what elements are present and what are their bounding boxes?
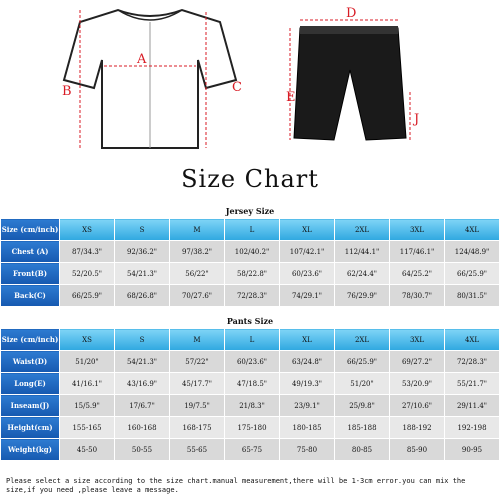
table-cell: 168-175 [170,417,225,439]
table-row [1,241,500,263]
table-cell: 19/7.5" [170,395,225,417]
table-header-cell: S [115,329,170,351]
table-cell: 155-165 [60,417,115,439]
table-header-cell: XL [280,329,335,351]
size-chart-title: Size Chart [181,165,319,193]
table-cell: 70/27.6" [170,285,225,307]
table-cell: 180-185 [280,417,335,439]
table-cell: 51/20" [60,351,115,373]
table-cell: 58/22.8" [225,263,280,285]
table-cell: 15/5.9" [60,395,115,417]
table-header-cell: Size (cm/inch) [1,329,60,351]
table-row [1,417,500,439]
table-row [1,285,500,307]
table-cell: 53/20.9" [390,373,445,395]
row-label: Long(E) [1,373,60,395]
table-row [1,263,500,285]
table-header-cell: Size (cm/inch) [1,219,60,241]
table-header-cell: S [115,219,170,241]
table-cell: 50-55 [115,439,170,461]
table-row [1,395,500,417]
table-cell: 55-65 [170,439,225,461]
table-cell: 107/42.1" [280,241,335,263]
table-cell: 69/27.2" [390,351,445,373]
table-header-cell: M [170,329,225,351]
table-cell: 51/20" [335,373,390,395]
shorts-shape [294,28,406,140]
table-cell: 23/9.1" [280,395,335,417]
table-cell: 43/16.9" [115,373,170,395]
table-cell: 25/9.8" [335,395,390,417]
table-row [1,373,500,395]
table-cell: 63/24.8" [280,351,335,373]
pants-section-label: Pants Size [226,316,274,326]
table-cell: 112/44.1" [335,241,390,263]
row-label: Chest (A) [1,241,60,263]
table-cell: 175-180 [225,417,280,439]
jersey-header-row [1,219,500,241]
table-cell: 160-168 [115,417,170,439]
table-cell: 68/26.8" [115,285,170,307]
table-cell: 185-188 [335,417,390,439]
table-cell: 41/16.1" [60,373,115,395]
table-cell: 55/21.7" [445,373,500,395]
pants-header-row [1,329,500,351]
table-cell: 74/29.1" [280,285,335,307]
table-cell: 27/10.6" [390,395,445,417]
table-cell: 75-80 [280,439,335,461]
table-cell: 60/23.6" [225,351,280,373]
table-header-cell: XS [60,329,115,351]
table-cell: 92/36.2" [115,241,170,263]
table-cell: 124/48.9" [445,241,500,263]
label-e: E [286,90,296,105]
label-d: D [346,6,357,21]
row-label: Height(cm) [1,417,60,439]
table-cell: 66/25.9" [445,263,500,285]
table-header-cell: 2XL [335,329,390,351]
measurement-illustration [0,0,500,160]
label-a: A [137,52,147,67]
table-header-cell: 3XL [390,219,445,241]
table-cell: 72/28.3" [445,351,500,373]
table-header-cell: L [225,219,280,241]
label-b: B [62,84,72,99]
table-cell: 64/25.2" [390,263,445,285]
table-header-cell: 2XL [335,219,390,241]
row-label: Waist(D) [1,351,60,373]
table-cell: 66/25.9" [60,285,115,307]
table-cell: 90-95 [445,439,500,461]
row-label: Weight(kg) [1,439,60,461]
table-cell: 56/22" [170,263,225,285]
table-cell: 65-75 [225,439,280,461]
size-note: Please select a size according to the size chart.manual measurement,there will be 1-3cm error.you can mix the size,if you need ,please leave a message. [6,477,466,494]
table-cell: 76/29.9" [335,285,390,307]
table-cell: 45-50 [60,439,115,461]
table-cell: 117/46.1" [390,241,445,263]
pants-size-table [0,328,500,461]
table-cell: 57/22" [170,351,225,373]
row-label: Front(B) [1,263,60,285]
table-row [1,439,500,461]
jersey-section-label: Jersey Size [225,206,275,216]
row-label: Inseam(J) [1,395,60,417]
row-label: Back(C) [1,285,60,307]
table-cell: 54/21.3" [115,351,170,373]
table-cell: 17/6.7" [115,395,170,417]
table-cell: 29/11.4" [445,395,500,417]
table-cell: 192-198 [445,417,500,439]
table-cell: 102/40.2" [225,241,280,263]
table-header-cell: XL [280,219,335,241]
table-cell: 21/8.3" [225,395,280,417]
table-header-cell: 4XL [445,329,500,351]
table-header-cell: L [225,329,280,351]
table-cell: 62/24.4" [335,263,390,285]
table-cell: 45/17.7" [170,373,225,395]
table-header-cell: XS [60,219,115,241]
table-cell: 80-85 [335,439,390,461]
label-c: C [232,80,242,95]
table-cell: 47/18.5" [225,373,280,395]
table-cell: 78/30.7" [390,285,445,307]
table-cell: 97/38.2" [170,241,225,263]
table-cell: 66/25.9" [335,351,390,373]
table-cell: 85-90 [390,439,445,461]
table-cell: 87/34.3" [60,241,115,263]
table-cell: 52/20.5" [60,263,115,285]
table-header-cell: 4XL [445,219,500,241]
table-header-cell: 3XL [390,329,445,351]
table-cell: 188-192 [390,417,445,439]
label-j: J [414,112,420,127]
table-row [1,351,500,373]
table-cell: 54/21.3" [115,263,170,285]
jersey-size-table [0,218,500,307]
garment-diagram [0,0,500,160]
table-header-cell: M [170,219,225,241]
table-cell: 72/28.3" [225,285,280,307]
table-cell: 60/23.6" [280,263,335,285]
table-cell: 49/19.3" [280,373,335,395]
table-cell: 80/31.5" [445,285,500,307]
